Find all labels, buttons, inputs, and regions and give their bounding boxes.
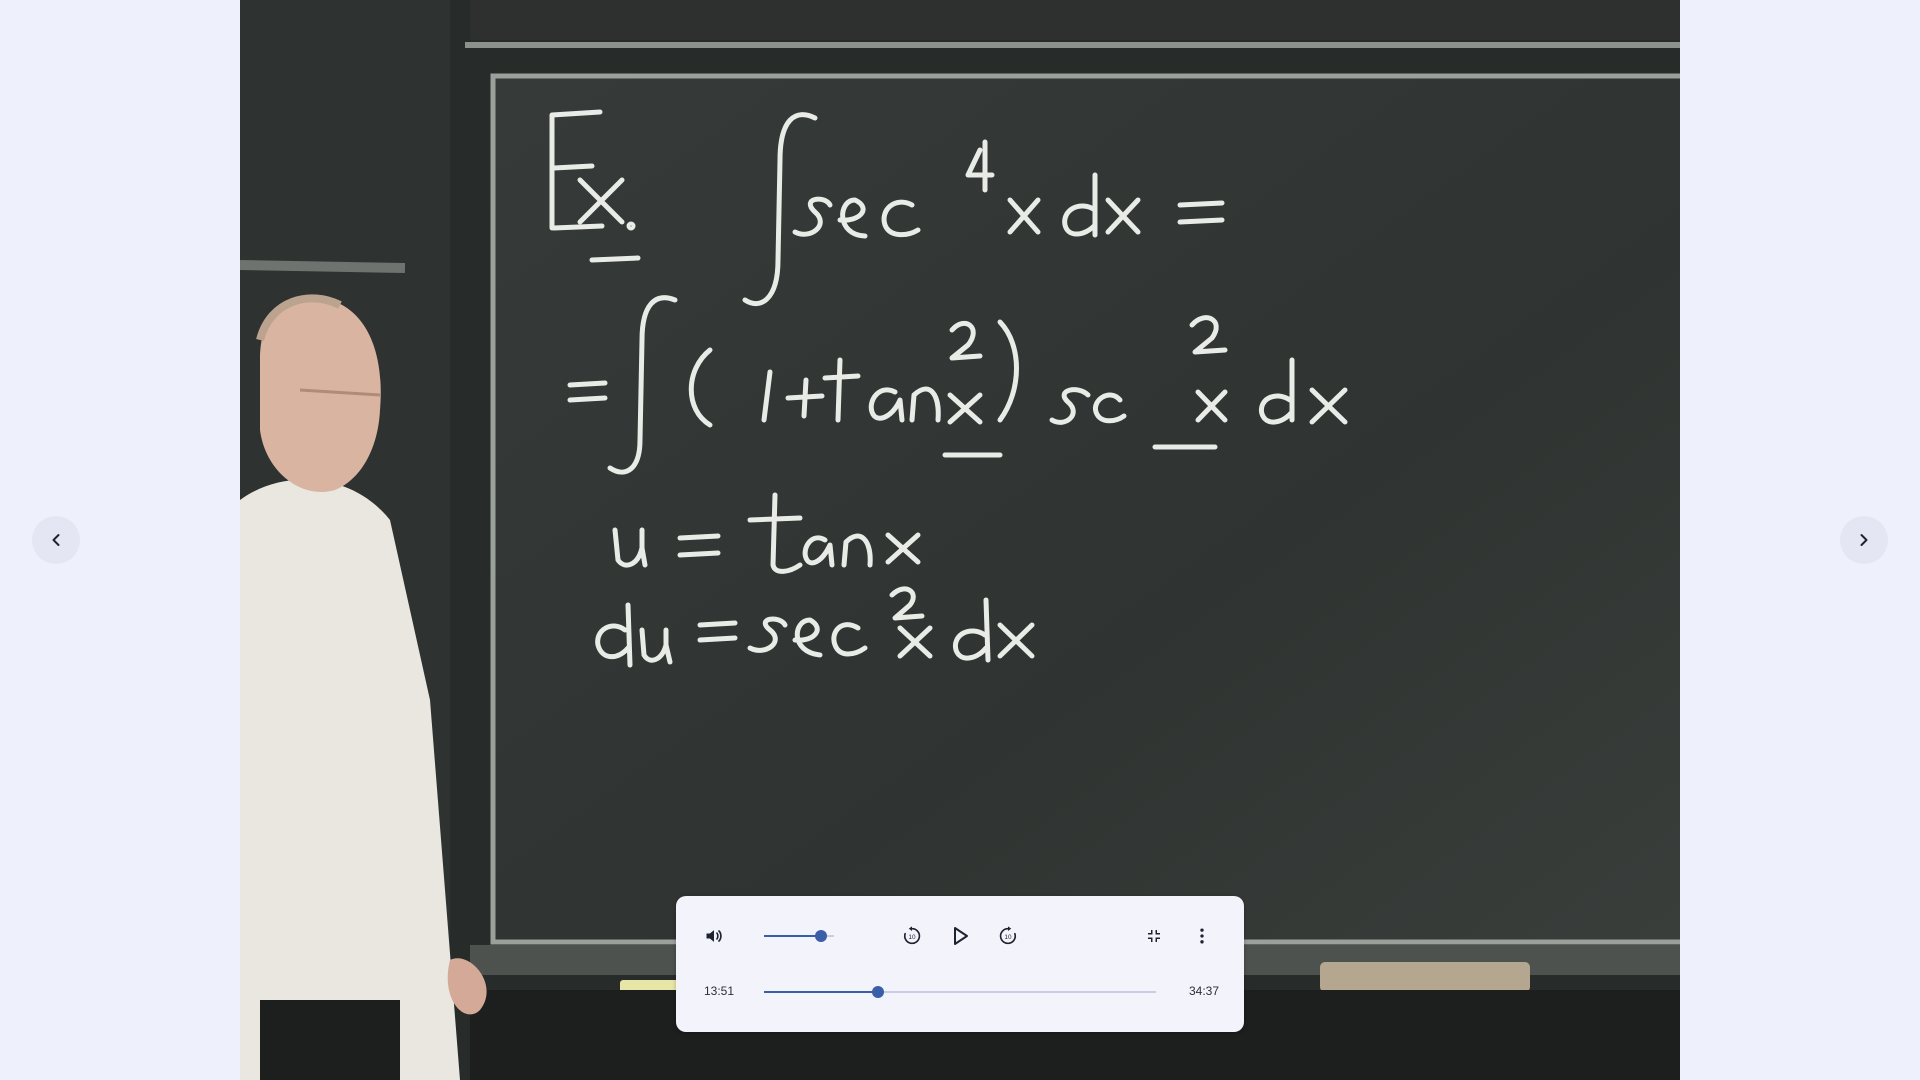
more-vert-icon	[1192, 926, 1212, 946]
forward-10-icon	[997, 925, 1019, 947]
player-controls	[676, 896, 1244, 1032]
exit-fullscreen-button[interactable]	[1136, 918, 1172, 954]
volume-slider[interactable]	[764, 935, 834, 937]
mute-button[interactable]	[696, 918, 732, 954]
more-options-button[interactable]	[1184, 918, 1220, 954]
replay-10-icon	[901, 925, 923, 947]
volume-icon	[704, 926, 724, 946]
current-time: 13:51	[704, 984, 735, 998]
duration: 34:37	[1189, 984, 1220, 998]
exit-fullscreen-icon	[1145, 927, 1163, 945]
volume-slider-fill	[764, 935, 821, 937]
next-button[interactable]	[1840, 516, 1888, 564]
volume-slider-thumb[interactable]	[815, 930, 827, 942]
chevron-left-icon	[46, 530, 66, 550]
chevron-right-icon	[1854, 530, 1874, 550]
seek-bar-fill	[764, 991, 878, 993]
rewind-10-button[interactable]	[894, 918, 930, 954]
forward-10-button[interactable]	[990, 918, 1026, 954]
play-icon	[948, 924, 972, 948]
play-button[interactable]	[942, 918, 978, 954]
svg-text:10: 10	[1004, 934, 1012, 942]
seek-bar-thumb[interactable]	[872, 986, 884, 998]
previous-button[interactable]	[32, 516, 80, 564]
svg-text:10: 10	[908, 934, 916, 942]
seek-bar[interactable]	[764, 991, 1156, 993]
